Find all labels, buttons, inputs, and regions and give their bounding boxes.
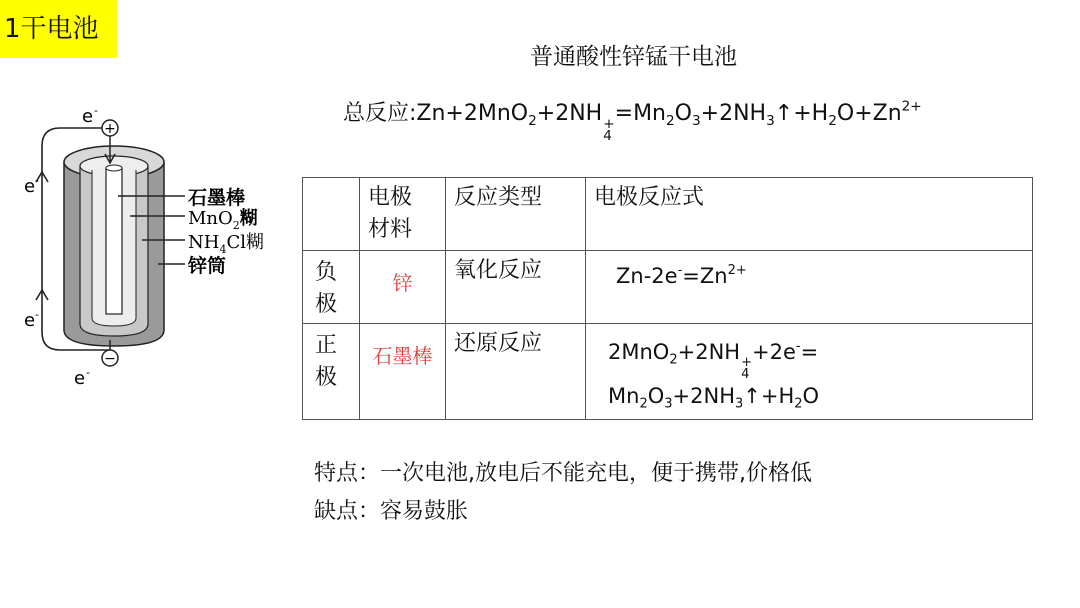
label-nh4cl-paste: $NH_4Cl$糊 bbox=[188, 232, 264, 256]
header-equation: 电极反应式 bbox=[586, 178, 1033, 251]
label-zinc-can: 锌筒 bbox=[188, 255, 227, 277]
table-row-positive bbox=[303, 324, 1033, 420]
label-mno2-paste: MnO$_2$糊 bbox=[188, 208, 258, 232]
electron-label-left-upper: e bbox=[24, 176, 36, 197]
table-corner-cell bbox=[303, 178, 360, 251]
positive-label: 正极 bbox=[303, 324, 360, 420]
positive-material: 石墨棒 bbox=[360, 324, 446, 420]
defects-text: 缺点：容易鼓胀 bbox=[314, 499, 469, 524]
negative-equation: $Zn-2e^-=Zn^{2+}$ bbox=[586, 251, 1033, 324]
section-tag: 1干电池 bbox=[0, 0, 117, 58]
table-header-row bbox=[303, 178, 1033, 251]
page-title: 普通酸性锌锰干电池 bbox=[530, 44, 737, 70]
negative-type: 氧化反应 bbox=[446, 251, 586, 324]
label-graphite-rod: 石墨棒 bbox=[188, 187, 246, 209]
header-material: 电极材料 bbox=[360, 178, 446, 251]
electron-label-bottom: e bbox=[74, 368, 86, 389]
electron-label-top-sup: - bbox=[94, 104, 98, 117]
negative-material: 锌 bbox=[360, 251, 446, 324]
electron-label-left-upper-sup: - bbox=[35, 174, 39, 187]
electron-label-left-lower: e bbox=[24, 310, 36, 331]
electron-label-bottom-sup: - bbox=[86, 366, 90, 379]
battery-diagram bbox=[20, 100, 290, 400]
positive-type: 还原反应 bbox=[446, 324, 586, 420]
positive-equation: 2MnO$_2$+2NH + 4 +2e-= $Mn_2O_3+2NH_3↑+H_2O$ bbox=[586, 324, 1033, 420]
graphite-rod bbox=[106, 168, 122, 314]
electron-label-top: e bbox=[82, 106, 94, 127]
negative-label: 负极 bbox=[303, 251, 360, 324]
table-row-negative bbox=[303, 251, 1033, 324]
header-type: 反应类型 bbox=[446, 178, 586, 251]
electron-label-left-lower-sup: - bbox=[35, 308, 39, 321]
overall-reaction: 总反应:Zn+2MnO$_2$+2NH + 4 $=Mn_2O_3+2NH_3↑+H_2O+Zn^{2+}$ bbox=[343, 98, 922, 144]
plus-sign: + bbox=[104, 121, 116, 137]
features-text: 特点：一次电池,放电后不能充电，便于携带,价格低 bbox=[314, 461, 812, 486]
minus-sign: − bbox=[104, 351, 116, 367]
graphite-rod-top bbox=[106, 165, 122, 171]
electrode-table bbox=[302, 177, 1033, 420]
